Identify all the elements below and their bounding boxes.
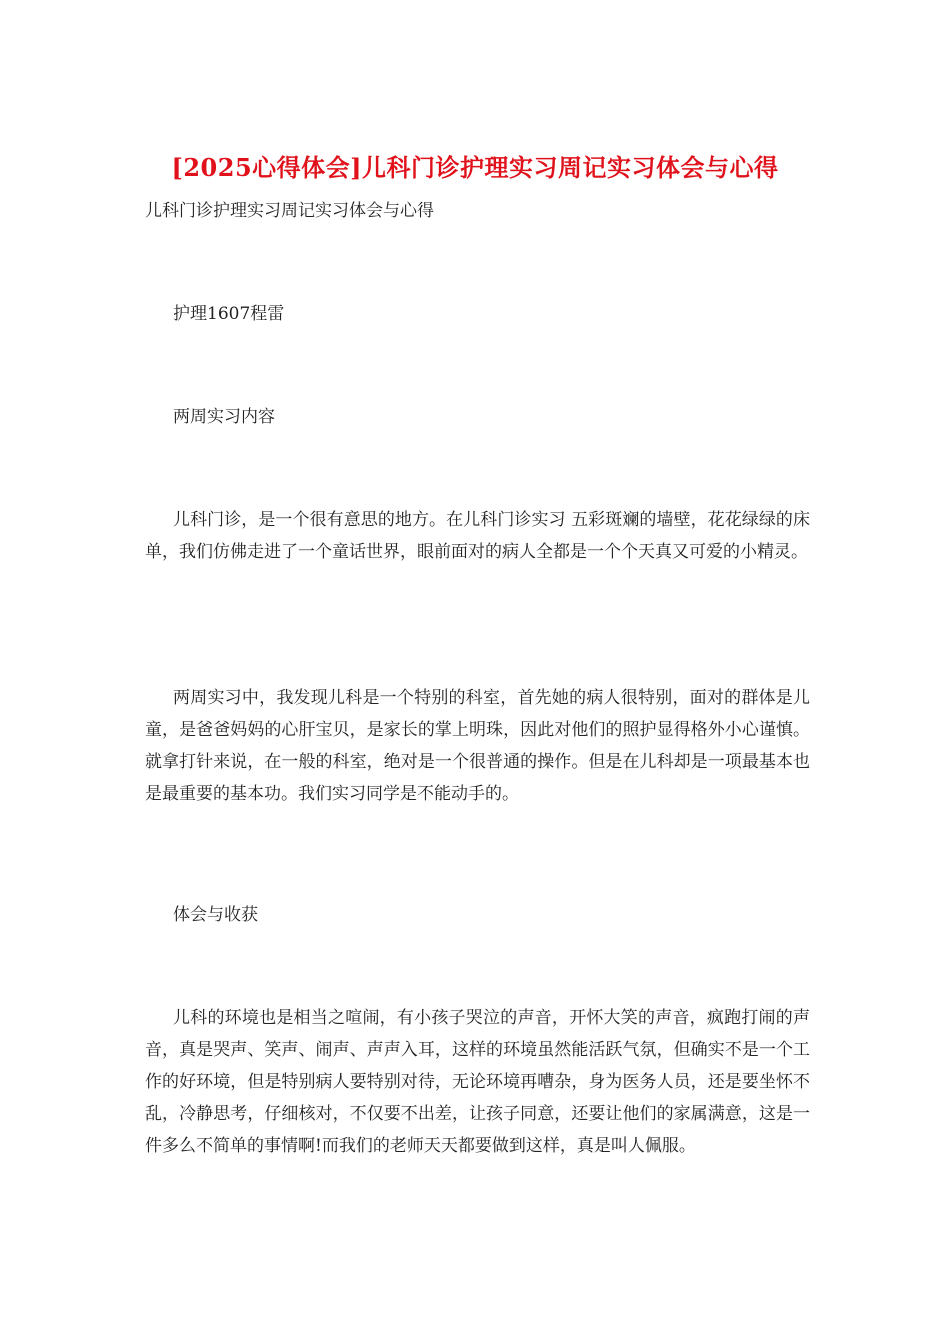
paragraph-intro: 儿科门诊，是一个很有意思的地方。在儿科门诊实习 五彩斑斓的墙壁，花花绿绿的床单，我们仿佛走进了一个童话世界，眼前面对的病人全都是一个个天真又可爱的小精灵。 — [145, 510, 810, 562]
section-heading-content: 两周实习内容 — [173, 407, 275, 427]
author-line: 护理1607程雷 — [173, 304, 285, 324]
paragraph-reflection: 儿科的环境也是相当之喧闹，有小孩子哭泣的声音，开怀大笑的声音，疯跑打闹的声音，真是哭声、笑声、闹声、声声入耳，这样的环境虽然能活跃气氛，但确实不是一个工作的好环境，但是特别病人要特别对待，无论环境再嘈杂，身为医务人员，还是要坐怀不乱，冷静思考，仔细核对，不仅要不出差，让孩子同意，还要让他们的家属满意，这是一件多么不简单的事情啊!而我们的老师天天都要做到这样，真是叫人佩服。 — [145, 1008, 810, 1156]
paragraph-observations: 两周实习中，我发现儿科是一个特别的科室，首先她的病人很特别，面对的群体是儿童，是爸爸妈妈的心肝宝贝，是家长的掌上明珠，因此对他们的照护显得格外小心谨慎。就拿打针来说，在一般的科室，绝对是一个很普通的操作。但是在儿科却是一项最基本也是最重要的基本功。我们实习同学是不能动手的。 — [145, 688, 810, 804]
document-subtitle: 儿科门诊护理实习周记实习体会与心得 — [145, 201, 434, 221]
document-title: [2025心得体会]儿科门诊护理实习周记实习体会与心得 — [171, 153, 779, 182]
section-heading-reflection: 体会与收获 — [173, 905, 258, 925]
